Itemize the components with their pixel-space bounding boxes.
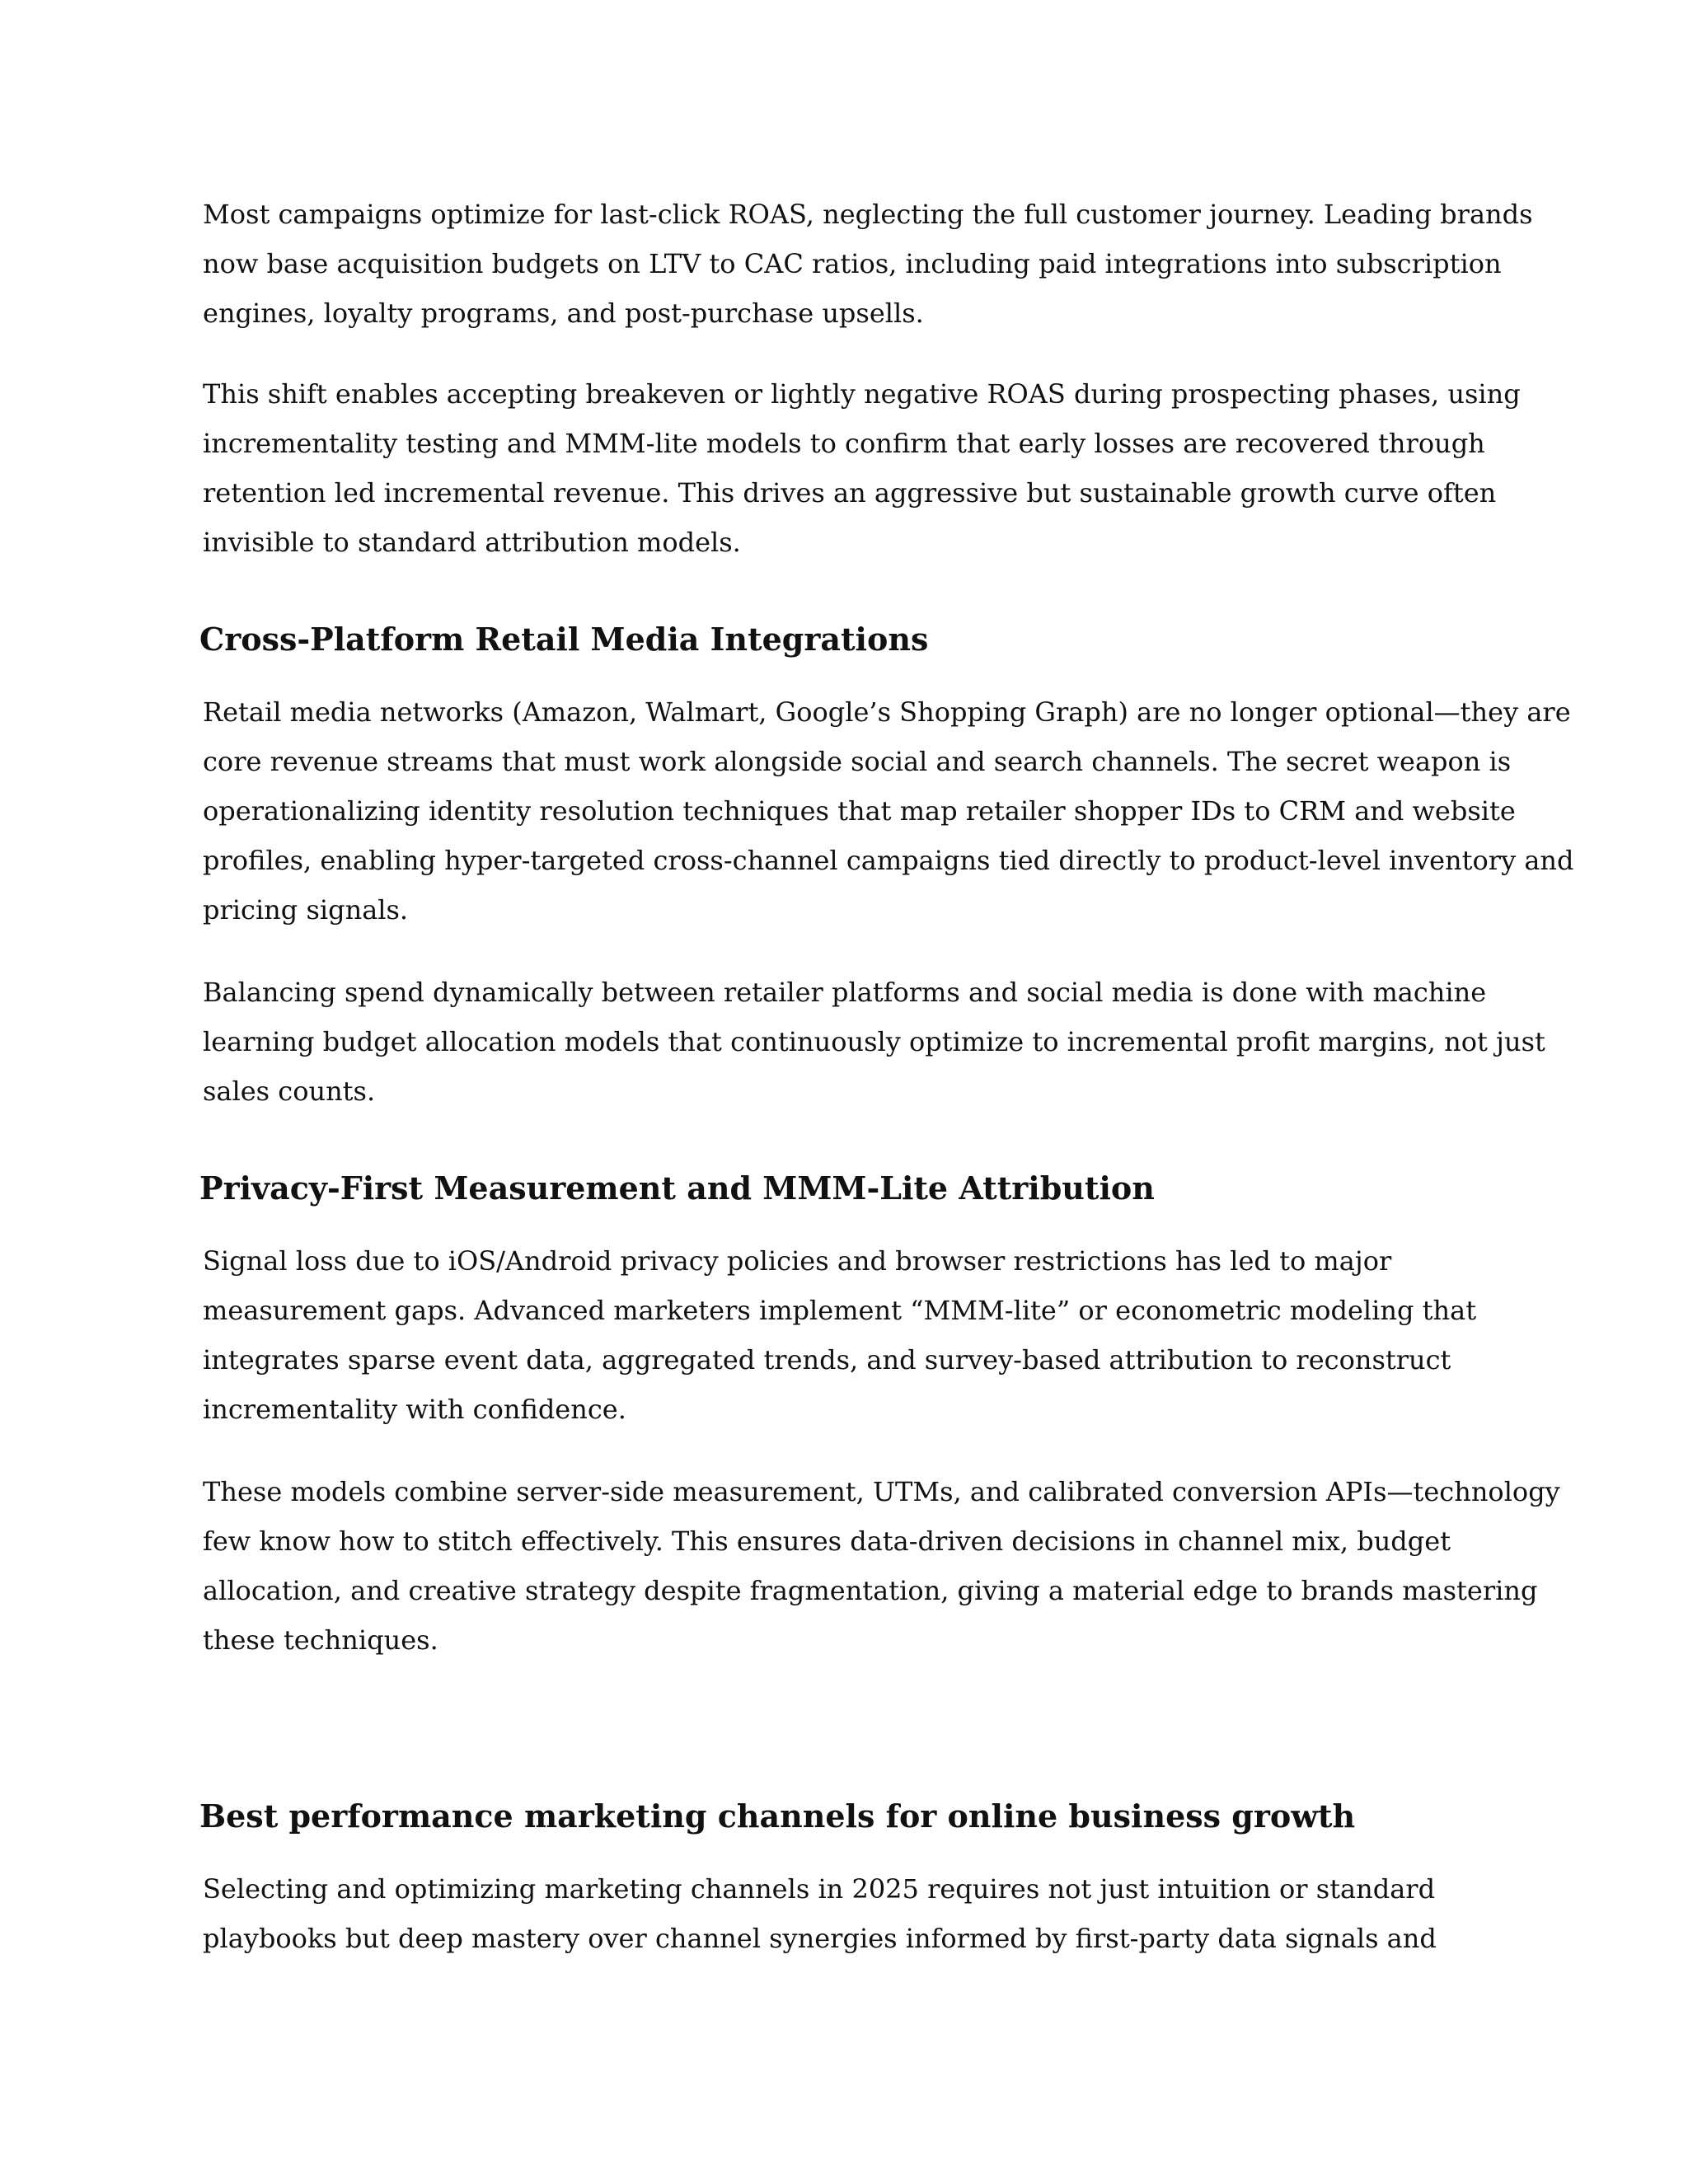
text-line: engines, loyalty programs, and post-purchase upsells. (203, 298, 924, 329)
paragraph (203, 687, 1574, 935)
paragraph (203, 369, 1521, 567)
text-line: invisible to standard attribution models. (203, 527, 741, 558)
text-line: few know how to stitch effectively. This ensures data-driven decisions in channel mix, budget (203, 1526, 1451, 1557)
section-heading: Best performance marketing channels for online business growth (199, 1797, 1356, 1835)
text-line: allocation, and creative strategy despite fragmentation, giving a material edge to brands mastering (203, 1575, 1538, 1606)
text-line: retention led incremental revenue. This drives an aggressive but sustainable growth curve often (203, 477, 1497, 509)
text-line: incrementality testing and MMM-lite models to confirm that early losses are recovered through (203, 428, 1485, 459)
text-line: Signal loss due to iOS/Android privacy policies and browser restrictions has led to major (203, 1245, 1392, 1277)
paragraph (203, 1236, 1489, 1434)
text-line: This shift enables accepting breakeven or lightly negative ROAS during prospecting phases, using (203, 378, 1521, 410)
paragraph (203, 190, 1533, 338)
text-line: Retail media networks (Amazon, Walmart, Google’s Shopping Graph) are no longer optional—they are (203, 696, 1571, 728)
section-heading: Cross-Platform Retail Media Integrations (199, 621, 929, 658)
text-line: measurement gaps. Advanced marketers implement “MMM-lite” or econometric modeling that (203, 1295, 1477, 1326)
paragraph (203, 968, 1545, 1116)
text-line: Selecting and optimizing marketing channels in 2025 requires not just intuition or standard (203, 1873, 1436, 1905)
text-line: playbooks but deep mastery over channel synergies informed by first-party data signals and (203, 1923, 1437, 1954)
text-line: pricing signals. (203, 894, 409, 926)
text-line: integrates sparse event data, aggregated trends, and survey-based attribution to reconstruct (203, 1344, 1451, 1376)
text-line: core revenue streams that must work alongside social and search channels. The secret weapon is (203, 746, 1512, 777)
text-line: Most campaigns optimize for last-click ROAS, neglecting the full customer journey. Leading brands (203, 199, 1533, 230)
text-line: these techniques. (203, 1624, 438, 1656)
text-line: now base acquisition budgets on LTV to CAC ratios, including paid integrations into subscription (203, 248, 1502, 279)
text-line: profiles, enabling hyper-targeted cross-channel campaigns tied directly to product-level inventory and (203, 845, 1574, 876)
paragraph (203, 1467, 1560, 1665)
text-line: These models combine server-side measurement, UTMs, and calibrated conversion APIs—technology (203, 1476, 1560, 1507)
text-line: incrementality with confidence. (203, 1394, 626, 1425)
text-line: sales counts. (203, 1076, 376, 1107)
text-line: operationalizing identity resolution techniques that map retailer shopper IDs to CRM and website (203, 795, 1516, 827)
paragraph (203, 1864, 1489, 1963)
text-line: learning budget allocation models that continuously optimize to incremental profit margins, not just (203, 1026, 1545, 1057)
section-heading: Privacy-First Measurement and MMM-Lite Attribution (199, 1169, 1155, 1207)
text-line: Balancing spend dynamically between retailer platforms and social media is done with machine (203, 977, 1487, 1008)
